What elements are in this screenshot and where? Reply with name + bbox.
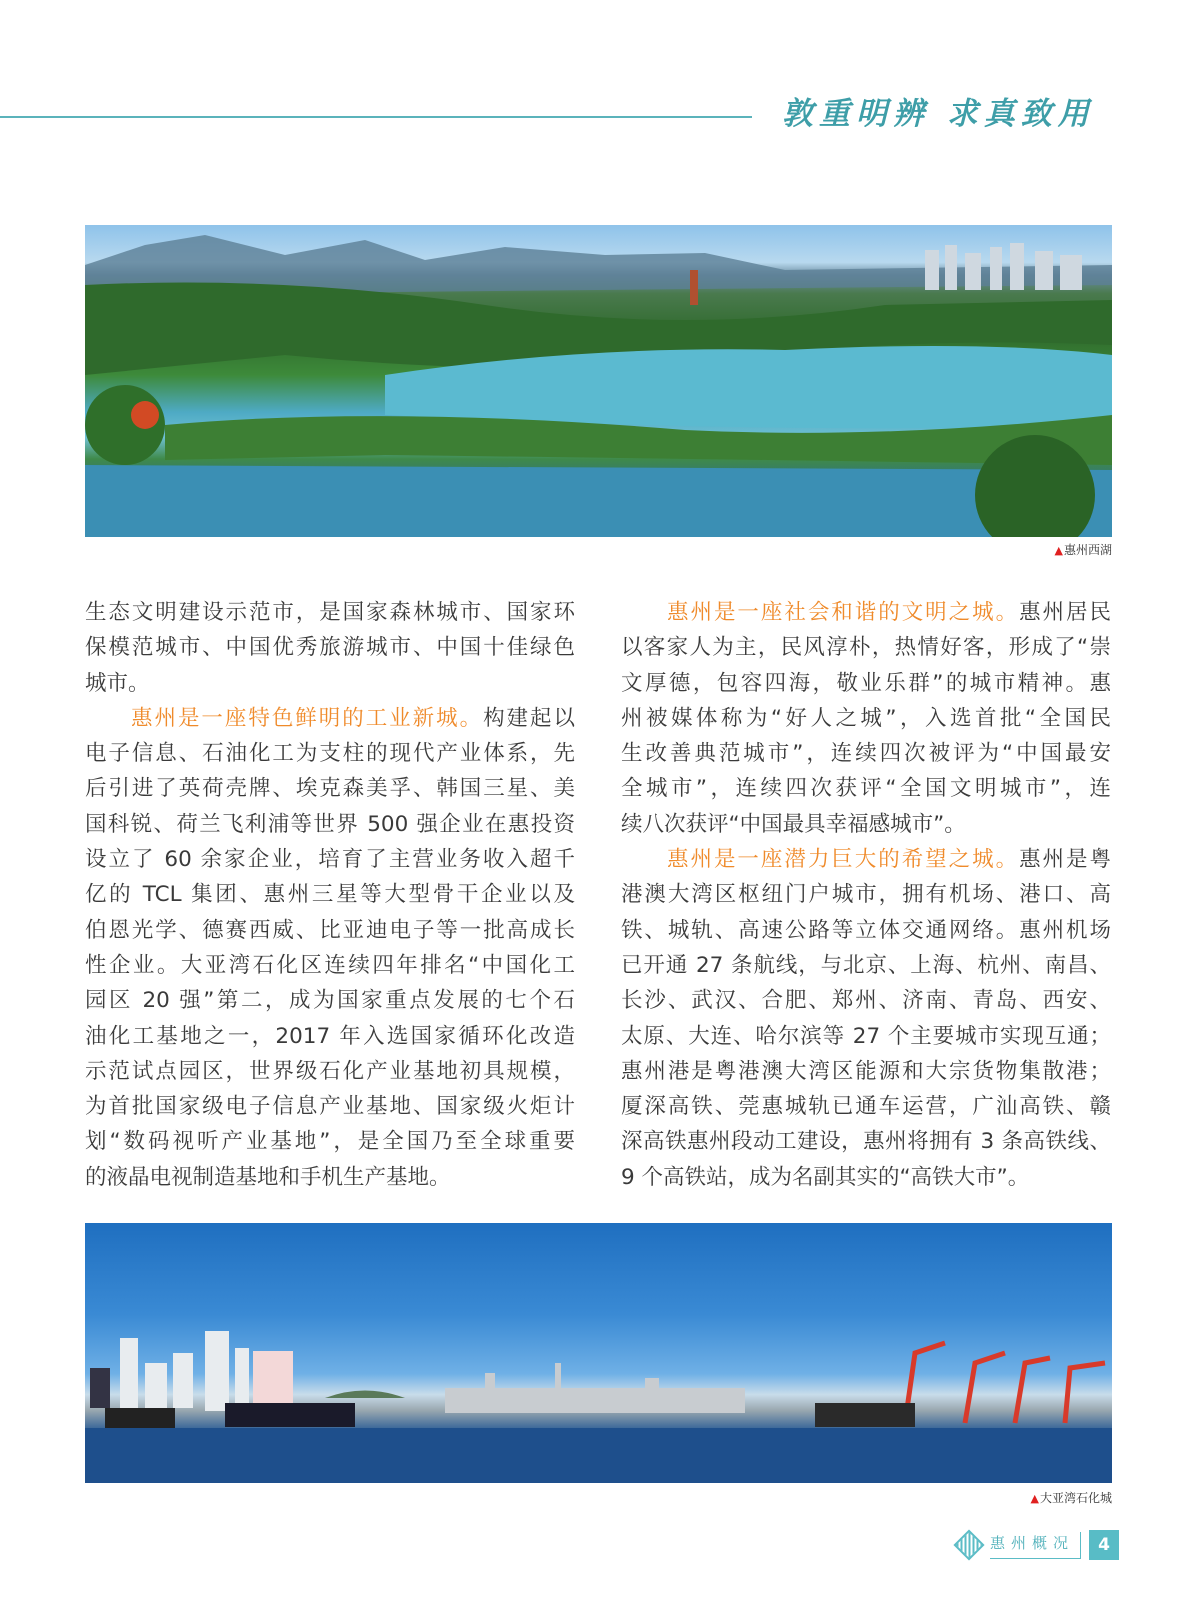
photo-caption <box>1055 541 1112 558</box>
page-footer <box>958 1530 1119 1560</box>
photo-daya-bay-petrochemical <box>85 1223 1112 1483</box>
text-line <box>621 1124 1111 1159</box>
diamond-logo-icon <box>953 1529 984 1560</box>
line-text: 划“数码视听产业基地”，是全国乃至全球重要 <box>85 1129 575 1155</box>
text-line <box>85 771 575 806</box>
line-text: 文厚德，包容四海，敬业乐群”的城市精神。惠 <box>621 670 1111 696</box>
text-line <box>621 948 1111 983</box>
line-text: 伯恩光学、德赛西威、比亚迪电子等一批高成长 <box>85 917 575 943</box>
line-text: 厦深高铁、莞惠城轨已通车运营，广汕高铁、赣 <box>621 1094 1111 1120</box>
line-text: 已开通 27 条航线，与北京、上海、杭州、南昌、 <box>621 952 1111 978</box>
line-text: 的液晶电视制造基地和手机生产基地。 <box>85 1164 451 1190</box>
text-line <box>621 983 1111 1018</box>
line-text: 设立了 60 余家企业，培育了主营业务收入超千 <box>85 847 575 873</box>
text-line <box>85 701 575 736</box>
line-text: 油化工基地之一，2017 年入选国家循环化改造 <box>85 1023 575 1049</box>
line-text: 生改善典范城市”，连续四次被评为“中国最安 <box>621 741 1111 767</box>
line-text: 深高铁惠州段动工建设，惠州将拥有 3 条高铁线、 <box>621 1129 1111 1155</box>
header-rule <box>0 116 752 118</box>
line-text: 为首批国家级电子信息产业基地、国家级火炬计 <box>85 1094 575 1120</box>
line-text: 州被媒体称为“好人之城”，入选首批“全国民 <box>621 705 1111 731</box>
text-line <box>621 842 1111 877</box>
text-column-right <box>621 595 1111 1195</box>
line-text: 港澳大湾区枢纽门户城市，拥有机场、港口、高 <box>621 882 1111 908</box>
text-column-left <box>85 595 575 1195</box>
line-text: 全城市”，连续四次获评“全国文明城市”，连 <box>621 776 1111 802</box>
line-text: 长沙、武汉、合肥、郑州、济南、青岛、西安、 <box>621 988 1111 1014</box>
text-line <box>621 807 1111 842</box>
text-line <box>621 1054 1111 1089</box>
caption-text: 大亚湾石化城 <box>1039 1491 1112 1505</box>
text-line <box>85 842 575 877</box>
text-line <box>85 1089 575 1124</box>
line-text: 保模范城市、中国优秀旅游城市、中国十佳绿色 <box>85 635 575 661</box>
line-text: 9 个高铁站，成为名副其实的“高铁大市”。 <box>621 1164 1030 1190</box>
line-text: 性企业。大亚湾石化区连续四年排名“中国化工 <box>85 952 575 978</box>
page-number: 4 <box>1089 1530 1119 1560</box>
line-text: 铁、城轨、高速公路等立体交通网络。惠州机场 <box>621 917 1111 943</box>
line-text: 生态文明建设示范市，是国家森林城市、国家环 <box>85 600 575 625</box>
text-line <box>621 630 1111 665</box>
text-line <box>85 736 575 771</box>
line-text: 惠州港是粤港澳大湾区能源和大宗货物集散港； <box>621 1058 1111 1084</box>
line-text: 电子信息、石油化工为支柱的现代产业体系，先 <box>85 741 575 767</box>
photo-caption <box>1031 1489 1112 1506</box>
text-line <box>85 1160 575 1195</box>
line-text: 以客家人为主，民风淳朴，热情好客，形成了“崇 <box>621 635 1111 661</box>
text-line <box>85 666 575 701</box>
line-text: 示范试点园区，世界级石化产业基地初具规模， <box>85 1058 575 1084</box>
line-text: 惠州是粤 <box>1019 847 1111 873</box>
text-line <box>621 666 1111 701</box>
line-text: 太原、大连、哈尔滨等 27 个主要城市实现互通； <box>621 1023 1111 1049</box>
text-line <box>85 1124 575 1159</box>
line-text: 城市。 <box>85 670 150 696</box>
line-text: 园区 20 强”第二，成为国家重点发展的七个石 <box>85 988 575 1014</box>
text-line <box>85 877 575 912</box>
line-text: 构建起以 <box>483 705 575 731</box>
publication-name: 惠州概况 <box>990 1532 1081 1559</box>
text-line <box>621 736 1111 771</box>
triangle-marker-icon: ▲ <box>1054 544 1063 557</box>
highlight-lead: 惠州是一座潜力巨大的希望之城。 <box>667 847 1020 873</box>
text-line <box>621 1089 1111 1124</box>
text-line <box>621 1019 1111 1054</box>
line-text: 国科锐、荷兰飞利浦等世界 500 强企业在惠投资 <box>85 811 575 837</box>
text-line <box>621 877 1111 912</box>
text-line <box>85 1019 575 1054</box>
text-line <box>621 1160 1111 1195</box>
lake-scene-illustration <box>85 225 1112 537</box>
text-line <box>85 913 575 948</box>
text-line <box>85 948 575 983</box>
highlight-lead: 惠州是一座特色鲜明的工业新城。 <box>131 705 484 731</box>
line-text: 惠州居民 <box>1019 600 1111 625</box>
text-line <box>621 701 1111 736</box>
highlight-lead: 惠州是一座社会和谐的文明之城。 <box>667 600 1020 625</box>
caption-text: 惠州西湖 <box>1063 543 1112 557</box>
text-line <box>85 807 575 842</box>
text-line <box>85 983 575 1018</box>
text-line <box>621 771 1111 806</box>
header-motto: 敦重明辨 求真致用 <box>782 96 1095 132</box>
text-line <box>85 1054 575 1089</box>
line-text: 亿的 TCL 集团、惠州三星等大型骨干企业以及 <box>85 882 575 908</box>
triangle-marker-icon: ▲ <box>1030 1492 1039 1505</box>
text-line <box>85 630 575 665</box>
text-line <box>85 595 575 630</box>
line-text: 续八次获评“中国最具幸福感城市”。 <box>621 811 966 837</box>
text-line <box>621 595 1111 630</box>
line-text: 后引进了英荷壳牌、埃克森美孚、韩国三星、美 <box>85 776 575 802</box>
text-line <box>621 913 1111 948</box>
harbour-scene-illustration <box>85 1223 1112 1483</box>
photo-huizhou-west-lake <box>85 225 1112 537</box>
